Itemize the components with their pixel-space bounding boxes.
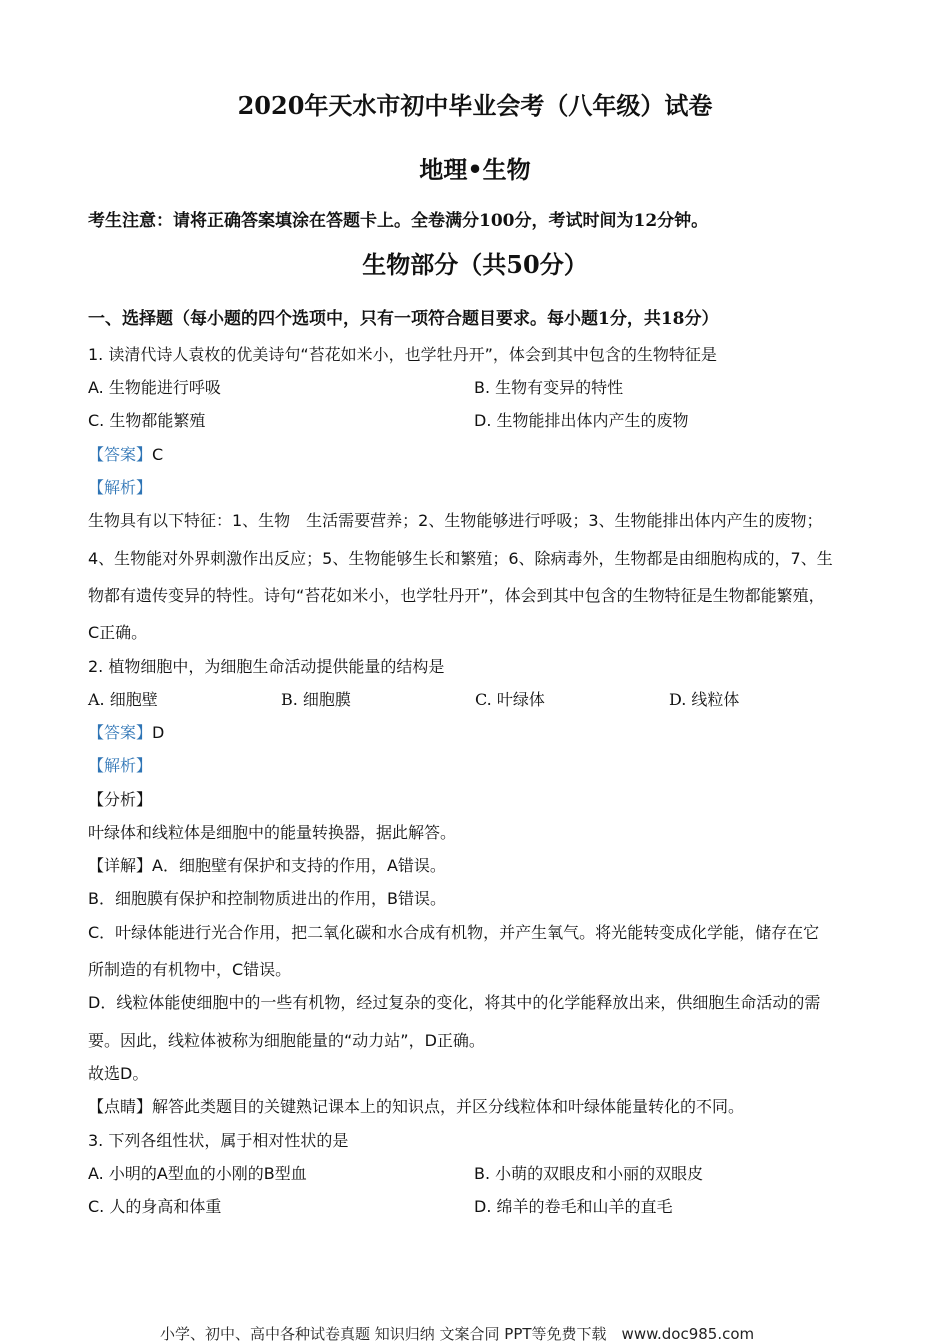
part-title: 生物部分（共50分） <box>362 250 588 279</box>
q1-analysis-line: 4、生物能对外界刺激作出反应；5、生物能够生长和繁殖；6、除病毒外，生物都是由细胞构成的，7、生 <box>88 549 833 568</box>
q1-option-d: D. 生物能排出体内产生的废物 <box>474 411 689 430</box>
q1-option-b: B. 生物有变异的特性 <box>474 378 624 397</box>
q2-analysis-line: 故选D。 <box>88 1064 149 1083</box>
q3-option-d: D. 绵羊的卷毛和山羊的直毛 <box>474 1197 673 1216</box>
q2-analysis-tag: 【解析】 <box>88 756 153 775</box>
q1-option-c: C. 生物都能繁殖 <box>88 411 206 430</box>
exam-notice: 考生注意：请将正确答案填涂在答题卡上。全卷满分100分，考试时间为12分钟。 <box>88 211 709 231</box>
q1-option-a: A. 生物能进行呼吸 <box>88 378 221 397</box>
answer-tag: 【答案】 <box>88 445 153 464</box>
q2-analysis-line: C．叶绿体能进行光合作用，把二氧化碳和水合成有机物，并产生氧气。将光能转变成化学能，储存在它 <box>88 923 820 942</box>
answer-value: C <box>152 445 164 464</box>
q3-stem: 3. 下列各组性状，属于相对性状的是 <box>88 1131 349 1150</box>
q2-analysis-line: B．细胞膜有保护和控制物质进出的作用，B错误。 <box>88 889 446 908</box>
section-heading: 一、选择题（每小题的四个选项中，只有一项符合题目要求。每小题1分，共18分） <box>88 309 719 329</box>
q3-option-b: B. 小萌的双眼皮和小丽的双眼皮 <box>474 1164 704 1183</box>
q1-analysis-tag: 【解析】 <box>88 478 153 497</box>
q1-analysis-line: C正确。 <box>88 623 148 642</box>
q3-option-a: A. 小明的A型血的小刚的B型血 <box>88 1164 307 1183</box>
answer-value: D <box>152 723 165 742</box>
q2-option-b: B. 细胞膜 <box>281 690 351 709</box>
exam-title: 2020年天水市初中毕业会考（八年级）试卷 <box>237 91 713 120</box>
q1-answer <box>88 442 163 465</box>
q3-option-c: C. 人的身高和体重 <box>88 1197 222 1216</box>
q2-analysis-line: D．线粒体能使细胞中的一些有机物，经过复杂的变化，将其中的化学能释放出来，供细胞生命活动的需 <box>88 993 821 1012</box>
footer-text: 小学、初中、高中各种试卷真题 知识归纳 文案合同 PPT等免费下载 www.doc985.com <box>160 1325 755 1343</box>
q2-analysis-line: 【点睛】解答此类题目的关键熟记课本上的知识点，并区分线粒体和叶绿体能量转化的不同。 <box>88 1097 745 1116</box>
q1-analysis-line: 生物具有以下特征：1、生物 生活需要营养；2、生物能够进行呼吸；3、生物能排出体内产生的废物； <box>88 511 823 530</box>
q1-analysis-line: 物都有遗传变异的特性。诗句“苔花如米小，也学牡丹开”，体会到其中包含的生物特征是生物都能繁殖， <box>88 586 825 605</box>
q2-analysis-line: 要。因此，线粒体被称为细胞能量的“动力站”，D正确。 <box>88 1031 485 1050</box>
q2-option-c: C. 叶绿体 <box>475 690 545 709</box>
subject-title: 地理•生物 <box>419 155 531 184</box>
q2-analysis-line: 叶绿体和线粒体是细胞中的能量转换器，据此解答。 <box>88 823 457 842</box>
q2-option-a: A. 细胞壁 <box>88 690 158 709</box>
q2-option-d: D. 线粒体 <box>669 690 740 709</box>
q2-analysis-line: 【详解】A．细胞壁有保护和支持的作用，A错误。 <box>88 856 446 875</box>
q2-answer <box>88 720 164 743</box>
q2-stem: 2. 植物细胞中，为细胞生命活动提供能量的结构是 <box>88 657 445 676</box>
q2-analysis-line: 【分析】 <box>88 790 153 809</box>
q2-analysis-line: 所制造的有机物中，C错误。 <box>88 960 292 979</box>
answer-tag: 【答案】 <box>88 723 153 742</box>
q1-stem: 1. 读清代诗人袁枚的优美诗句“苔花如米小，也学牡丹开”，体会到其中包含的生物特征是 <box>88 345 717 364</box>
